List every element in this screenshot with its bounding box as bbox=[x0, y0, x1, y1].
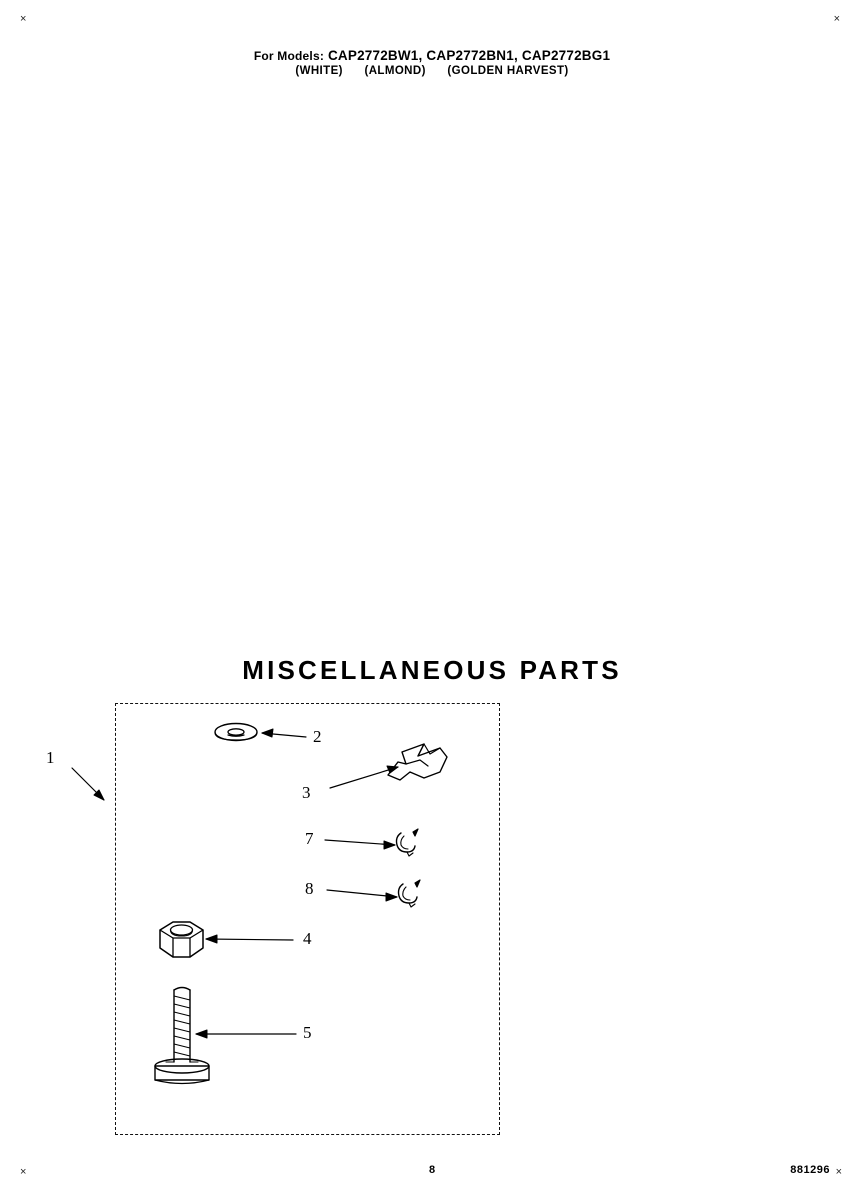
model-colors-line bbox=[0, 65, 864, 77]
diagram-title: MISCELLANEOUS PARTS bbox=[242, 655, 622, 685]
document-code: 881296 bbox=[790, 1164, 830, 1176]
color-white: (WHITE) bbox=[295, 65, 343, 77]
registration-mark-bottom-right: × bbox=[835, 1166, 842, 1178]
model-lead-label: For Models: bbox=[253, 49, 325, 63]
color-almond: (ALMOND) bbox=[364, 65, 426, 77]
callout-number-5: 5 bbox=[303, 1023, 312, 1042]
registration-mark-top-right: × bbox=[833, 13, 840, 25]
registration-mark-top-left: × bbox=[20, 13, 27, 25]
callout-number-1: 1 bbox=[46, 748, 55, 767]
registration-mark-bottom-left: × bbox=[20, 1166, 27, 1178]
color-golden-harvest: (GOLDEN HARVEST) bbox=[447, 65, 569, 77]
model-header-line bbox=[0, 48, 864, 63]
callout-number-8: 8 bbox=[305, 879, 314, 898]
model-header bbox=[0, 48, 864, 77]
leader-line-1 bbox=[72, 768, 104, 800]
callout-number-2: 2 bbox=[313, 727, 322, 746]
page-number: 8 bbox=[428, 1164, 436, 1176]
model-numbers: CAP2772BW1, CAP2772BN1, CAP2772BG1 bbox=[327, 48, 611, 63]
enclosure-assembly-box bbox=[115, 703, 500, 1135]
callout-number-3: 3 bbox=[302, 783, 311, 802]
callout-number-4: 4 bbox=[303, 929, 312, 948]
callout-number-7: 7 bbox=[305, 829, 314, 848]
